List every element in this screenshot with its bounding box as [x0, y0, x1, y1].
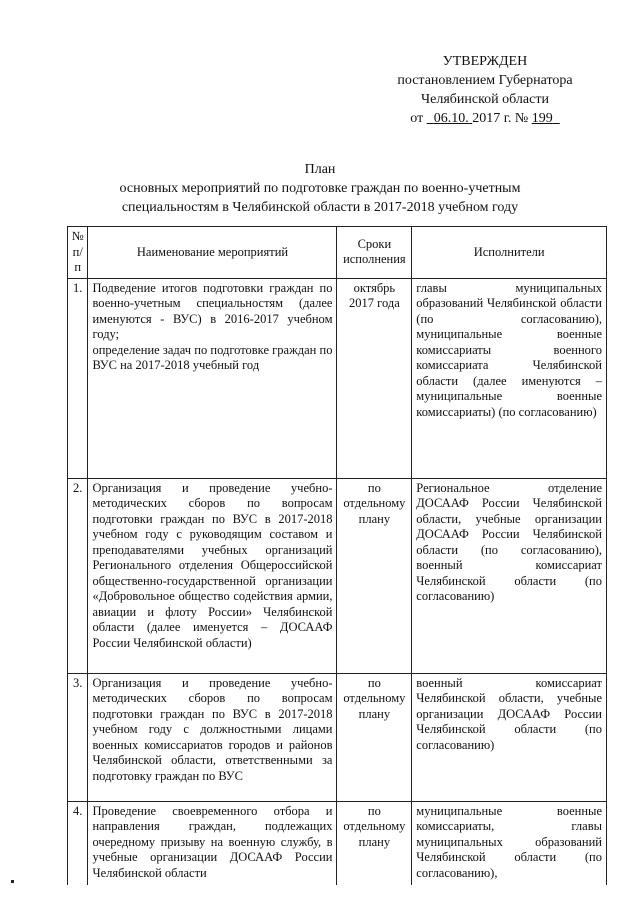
- row-activity: Организация и проведение учебно-методических сборов по вопросам подготовки граждан по ВУС в 2017-2018 учебном году с руководящим составом и преподавателями учебных организаций Регионального отделения Общероссийской общественно-государственной организации «Добровольное общество содействия армии, авиации и флоту России» Челябинской области (далее именуется – ДОСААФ России Челябинской области): [88, 478, 337, 673]
- row-executors: военный комиссариат Челябинской области, учебные организации ДОСААФ России Челябинской области (по согласованию): [412, 673, 607, 801]
- approval-number: 199: [531, 111, 553, 126]
- plan-title-line-2: основных мероприятий по подготовке граждан по военно-учетным: [119, 181, 521, 196]
- row-num: 4.: [68, 801, 88, 885]
- row-activity: Подведение итогов подготовки граждан по военно-учетным специальностям (далее именуются - ВУС) в 2016-2017 учебном году; определение задач по подготовке граждан по ВУС на 2017-2018 учебный год: [88, 278, 337, 478]
- approval-date-line: [380, 109, 590, 128]
- row-executors: главы муниципальных образований Челябинской области (по согласованию), муниципальные военные комиссариаты военного комиссариата Челябинской области (далее именуются – муниципальные военные комиссариаты) (по согласованию): [412, 278, 607, 478]
- header-num: № п/п: [68, 227, 88, 279]
- row-activity: Организация и проведение учебно-методических сборов по вопросам подготовки граждан по ВУС в 2017-2018 учебном году с должностными лицами военных комиссариатов городов и районов Челябинской области, ответственными за подготовку граждан по ВУС: [88, 673, 337, 801]
- scan-mark: [11, 880, 14, 883]
- row-term: октябрь 2017 года: [337, 278, 412, 478]
- row-term: по отдельному плану: [337, 801, 412, 885]
- approval-block: [380, 52, 590, 128]
- table-row: [68, 478, 607, 673]
- year-suffix: 2017 г. №: [472, 111, 529, 126]
- approval-date: 06.10.: [433, 111, 469, 126]
- plan-title-line-1: План: [304, 162, 336, 177]
- table-row: [68, 801, 607, 885]
- date-prefix: от: [410, 111, 424, 126]
- plan-title: [80, 160, 560, 217]
- row-num: 2.: [68, 478, 88, 673]
- plan-title-line-3: специальностям в Челябинской области в 2017-2018 учебном году: [121, 200, 519, 215]
- row-executors: муниципальные военные комиссариаты, главы муниципальных образований Челябинской области (по согласованию),: [412, 801, 607, 885]
- approval-line-1: постановлением Губернатора: [397, 73, 573, 88]
- row-term: по отдельному плану: [337, 478, 412, 673]
- row-term: по отдельному плану: [337, 673, 412, 801]
- approval-heading: УТВЕРЖДЕН: [442, 54, 528, 69]
- row-activity: Проведение своевременного отбора и направления граждан, подлежащих очередному призыву на военную службу, в учебные организации ДОСААФ России Челябинской области: [88, 801, 337, 885]
- plan-table: [67, 226, 607, 885]
- header-term: Сроки исполнения: [337, 227, 412, 279]
- header-name: Наименование мероприятий: [88, 227, 337, 279]
- table-row: [68, 278, 607, 478]
- row-num: 3.: [68, 673, 88, 801]
- row-executors: Региональное отделение ДОСААФ России Челябинской области, учебные организации ДОСААФ России Челябинской области (по согласованию), военный комиссариат Челябинской области (по согласованию): [412, 478, 607, 673]
- row-num: 1.: [68, 278, 88, 478]
- table-row: [68, 673, 607, 801]
- table-header-row: [68, 227, 607, 279]
- header-executors: Исполнители: [412, 227, 607, 279]
- approval-line-2: Челябинской области: [421, 92, 549, 107]
